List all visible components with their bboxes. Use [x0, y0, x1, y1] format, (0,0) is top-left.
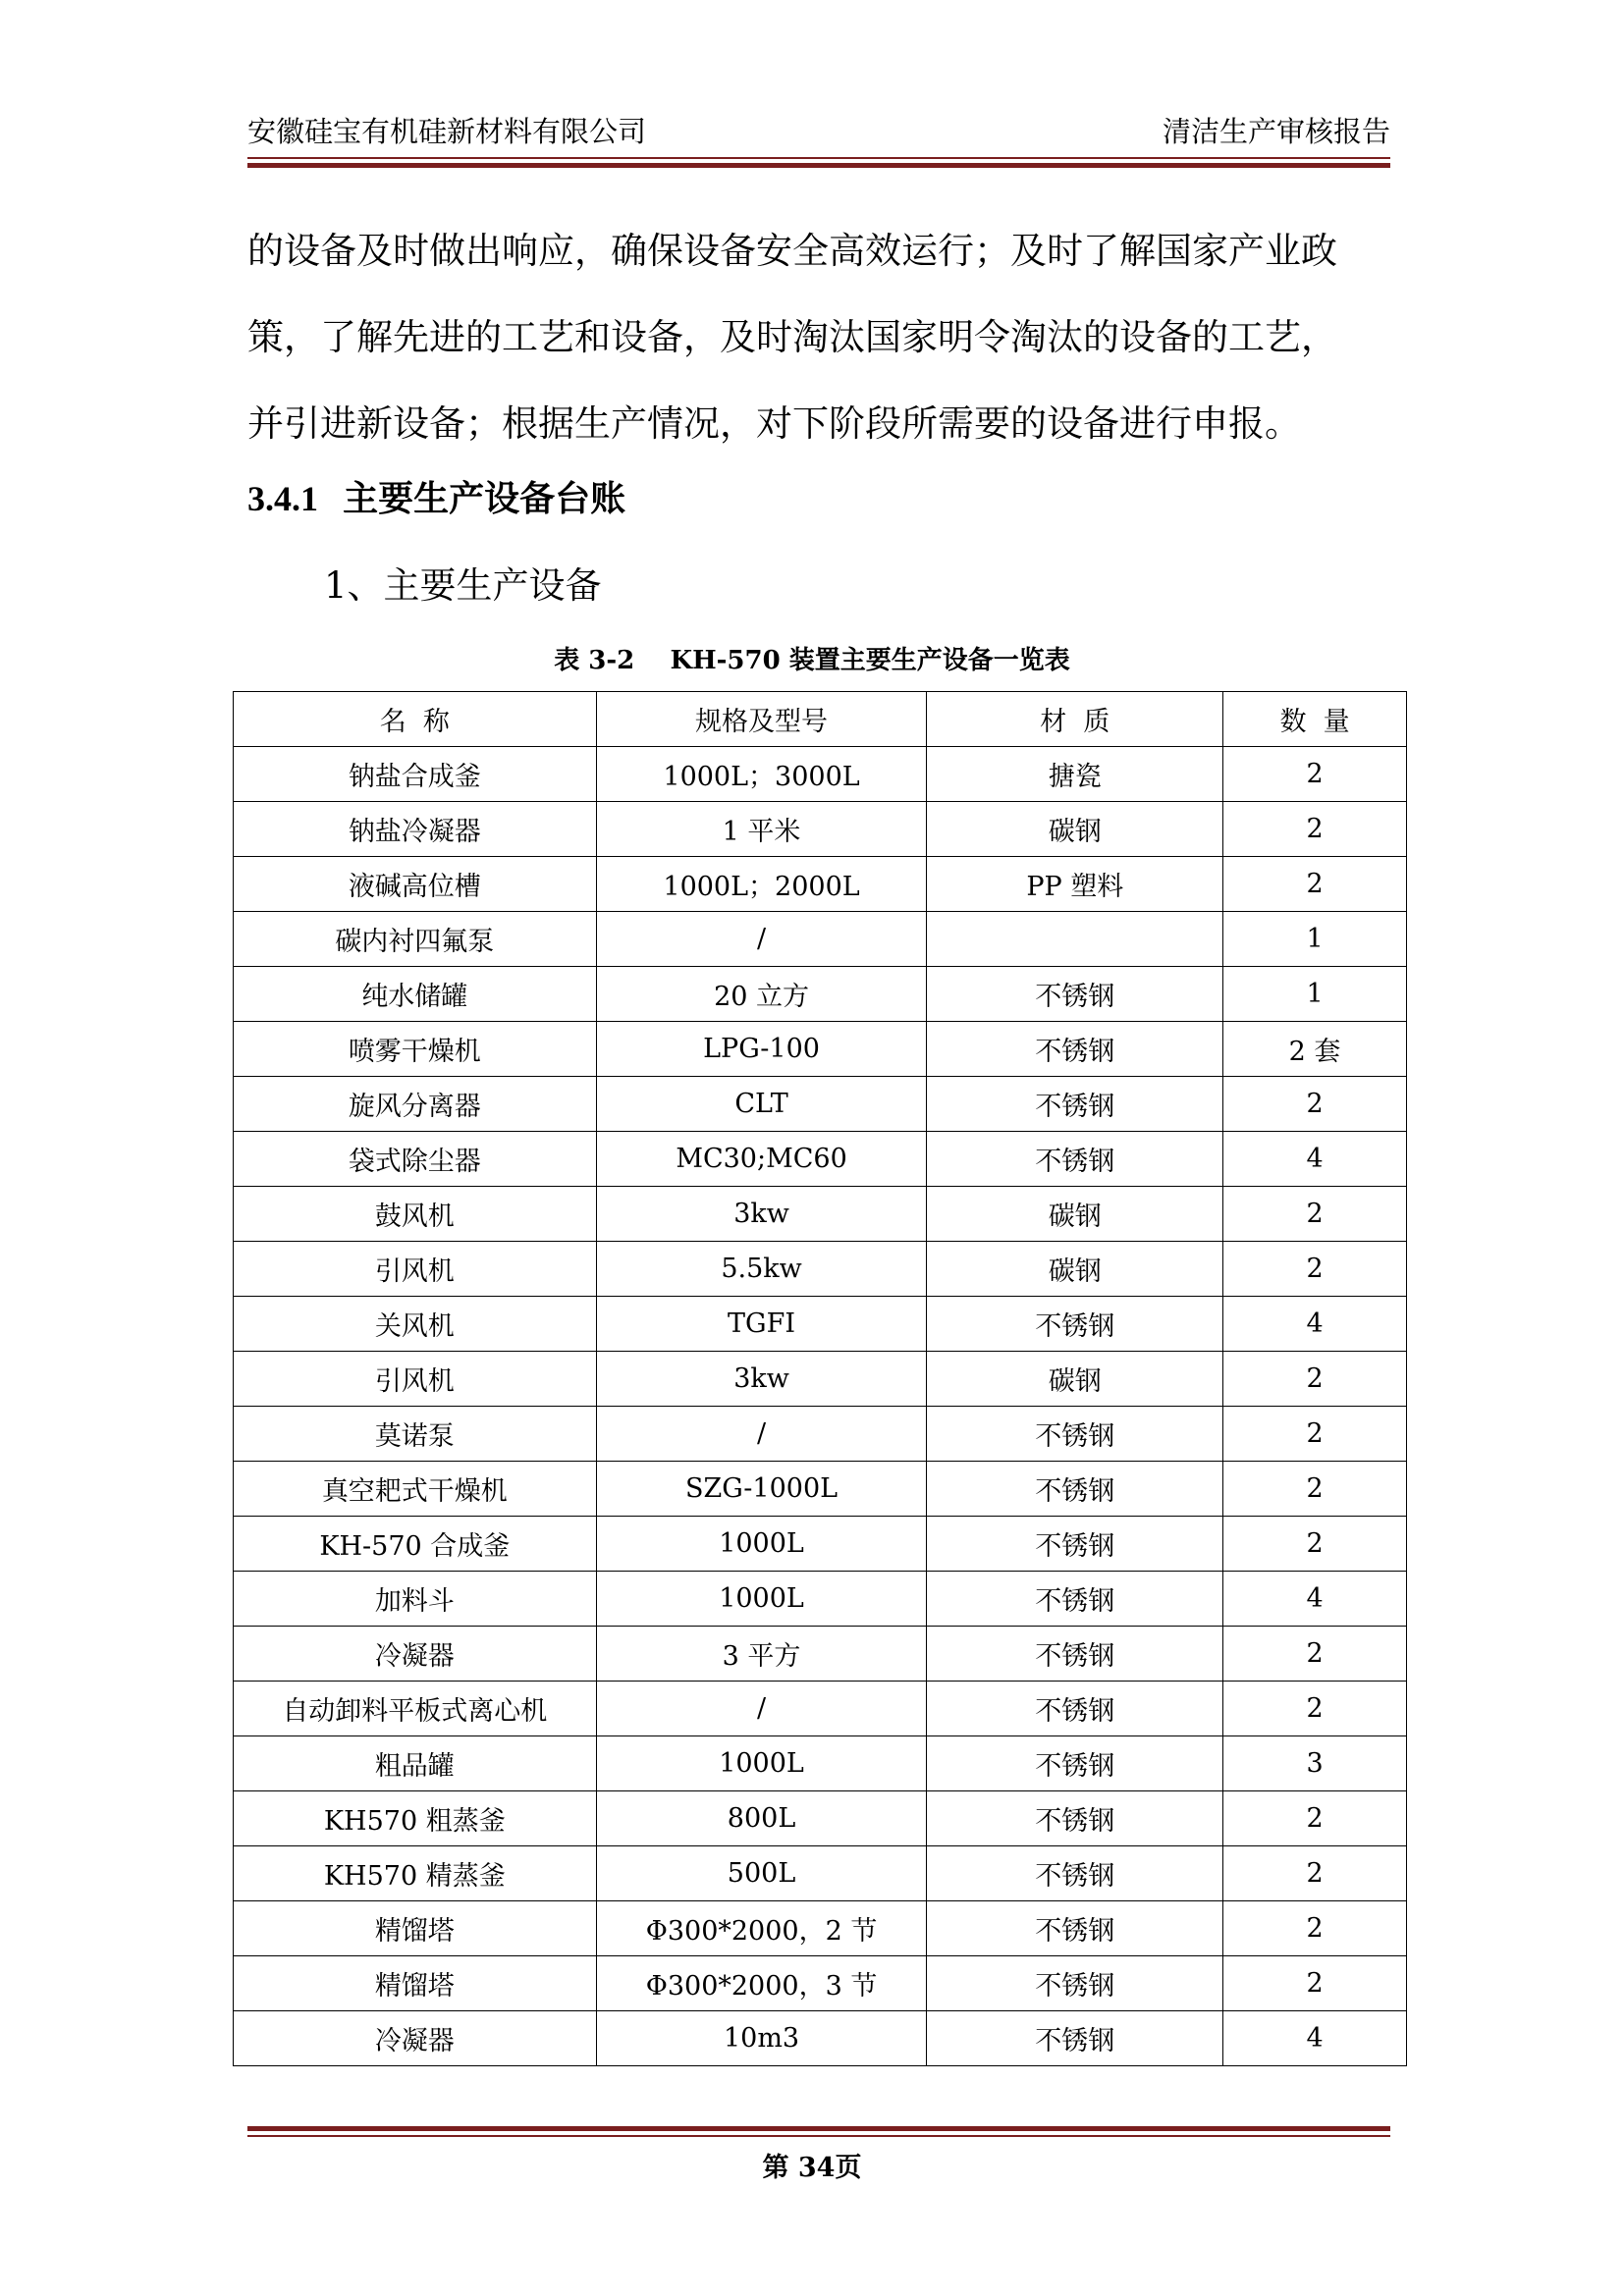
cell-material: PP 塑料 [927, 857, 1223, 912]
cell-spec: SZG-1000L [596, 1462, 927, 1517]
header-rule-thick [247, 163, 1390, 168]
report-title: 清洁生产审核报告 [1162, 115, 1390, 148]
cell-spec: 1000L [596, 1517, 927, 1572]
cell-name: 袋式除尘器 [234, 1132, 597, 1187]
cell-quantity: 4 [1223, 1572, 1407, 1627]
cell-material: 不锈钢 [927, 1901, 1223, 1956]
cell-material: 不锈钢 [927, 1132, 1223, 1187]
cell-material: 不锈钢 [927, 1407, 1223, 1462]
cell-material: 碳钢 [927, 1352, 1223, 1407]
cell-spec: 800L [596, 1791, 927, 1846]
cell-name: 引风机 [234, 1242, 597, 1297]
cell-name: KH-570 合成釜 [234, 1517, 597, 1572]
cell-spec: 1000L [596, 1572, 927, 1627]
cell-name: 引风机 [234, 1352, 597, 1407]
cell-material: 不锈钢 [927, 1736, 1223, 1791]
cell-quantity: 2 [1223, 1682, 1407, 1736]
cell-material: 不锈钢 [927, 1682, 1223, 1736]
section-heading [247, 471, 625, 521]
cell-name: 冷凝器 [234, 1627, 597, 1682]
cell-name: 精馏塔 [234, 1901, 597, 1956]
cell-name: 冷凝器 [234, 2011, 597, 2066]
table-header-row [234, 692, 1407, 747]
cell-spec: / [596, 912, 927, 967]
cell-material: 不锈钢 [927, 1572, 1223, 1627]
cell-name: 莫诺泵 [234, 1407, 597, 1462]
cell-material: 不锈钢 [927, 1077, 1223, 1132]
cell-spec: 3kw [596, 1187, 927, 1242]
cell-quantity: 2 [1223, 1956, 1407, 2011]
table-row [234, 1736, 1407, 1791]
cell-name: 液碱高位槽 [234, 857, 597, 912]
cell-material: 不锈钢 [927, 1517, 1223, 1572]
cell-quantity: 3 [1223, 1736, 1407, 1791]
cell-quantity: 2 [1223, 1462, 1407, 1517]
cell-material: 碳钢 [927, 1187, 1223, 1242]
paragraph-line: 并引进新设备；根据生产情况，对下阶段所需要的设备进行申报。 [247, 402, 1301, 445]
cell-quantity: 4 [1223, 1297, 1407, 1352]
footer-rule-thick [247, 2126, 1390, 2131]
cell-name: 喷雾干燥机 [234, 1022, 597, 1077]
column-header-material: 材 质 [927, 692, 1223, 747]
cell-spec: 1000L [596, 1736, 927, 1791]
table-row [234, 1022, 1407, 1077]
cell-spec: 20 立方 [596, 967, 927, 1022]
cell-material: 不锈钢 [927, 1462, 1223, 1517]
paragraph-line: 的设备及时做出响应，确保设备安全高效运行；及时了解国家产业政 [247, 230, 1337, 272]
cell-material: 不锈钢 [927, 1956, 1223, 2011]
cell-name: 旋风分离器 [234, 1077, 597, 1132]
table-row [234, 1462, 1407, 1517]
table-caption: 表 3-2 KH-570 装置主要生产设备一览表 [554, 646, 1070, 675]
cell-spec: 3kw [596, 1352, 927, 1407]
body-paragraph [247, 208, 1390, 467]
cell-material: 不锈钢 [927, 2011, 1223, 2066]
cell-quantity: 2 [1223, 747, 1407, 802]
table-row [234, 1791, 1407, 1846]
section-title: 主要生产设备台账 [343, 478, 626, 519]
cell-quantity: 2 [1223, 1901, 1407, 1956]
cell-name: 粗品罐 [234, 1736, 597, 1791]
cell-spec: 10m3 [596, 2011, 927, 2066]
cell-name: 碳内衬四氟泵 [234, 912, 597, 967]
cell-quantity: 1 [1223, 967, 1407, 1022]
cell-name: 钠盐合成釜 [234, 747, 597, 802]
cell-quantity: 2 [1223, 1407, 1407, 1462]
cell-spec: / [596, 1407, 927, 1462]
table-row [234, 1627, 1407, 1682]
table-row [234, 912, 1407, 967]
company-name: 安徽硅宝有机硅新材料有限公司 [247, 115, 647, 148]
cell-material: 碳钢 [927, 1242, 1223, 1297]
page-number: 第 34页 [762, 2153, 862, 2183]
cell-quantity: 2 套 [1223, 1022, 1407, 1077]
cell-name: 纯水储罐 [234, 967, 597, 1022]
cell-material: 不锈钢 [927, 967, 1223, 1022]
table-row [234, 2011, 1407, 2066]
paragraph-line: 策，了解先进的工艺和设备，及时淘汰国家明令淘汰的设备的工艺， [247, 316, 1337, 358]
cell-spec: TGFI [596, 1297, 927, 1352]
cell-quantity: 2 [1223, 802, 1407, 857]
cell-spec: LPG-100 [596, 1022, 927, 1077]
cell-material: 不锈钢 [927, 1627, 1223, 1682]
cell-material [927, 912, 1223, 967]
cell-quantity: 2 [1223, 1791, 1407, 1846]
cell-spec: 1000L；2000L [596, 857, 927, 912]
header-rule-thin [247, 157, 1390, 159]
cell-name: 钠盐冷凝器 [234, 802, 597, 857]
cell-material: 不锈钢 [927, 1846, 1223, 1901]
cell-material: 搪瓷 [927, 747, 1223, 802]
column-header-quantity: 数 量 [1223, 692, 1407, 747]
cell-spec: / [596, 1682, 927, 1736]
cell-spec: MC30;MC60 [596, 1132, 927, 1187]
cell-quantity: 2 [1223, 1187, 1407, 1242]
table-row [234, 1956, 1407, 2011]
cell-name: 加料斗 [234, 1572, 597, 1627]
cell-name: 关风机 [234, 1297, 597, 1352]
cell-quantity: 2 [1223, 1517, 1407, 1572]
table-row [234, 1846, 1407, 1901]
table-row [234, 1077, 1407, 1132]
table-row [234, 967, 1407, 1022]
cell-name: 鼓风机 [234, 1187, 597, 1242]
column-header-name: 名 称 [234, 692, 597, 747]
table-body [234, 747, 1407, 2066]
table-row [234, 747, 1407, 802]
cell-quantity: 2 [1223, 1242, 1407, 1297]
cell-spec: Φ300*2000，2 节 [596, 1901, 927, 1956]
cell-name: KH570 精蒸釜 [234, 1846, 597, 1901]
cell-spec: 1 平米 [596, 802, 927, 857]
cell-spec: 1000L；3000L [596, 747, 927, 802]
cell-quantity: 2 [1223, 1627, 1407, 1682]
cell-material: 碳钢 [927, 802, 1223, 857]
table-row [234, 802, 1407, 857]
cell-material: 不锈钢 [927, 1791, 1223, 1846]
cell-quantity: 2 [1223, 1846, 1407, 1901]
cell-quantity: 2 [1223, 1352, 1407, 1407]
cell-quantity: 2 [1223, 1077, 1407, 1132]
cell-spec: 500L [596, 1846, 927, 1901]
table-row [234, 1407, 1407, 1462]
cell-name: 真空耙式干燥机 [234, 1462, 597, 1517]
table-row [234, 1132, 1407, 1187]
cell-name: 精馏塔 [234, 1956, 597, 2011]
table-row [234, 1572, 1407, 1627]
table-row [234, 1517, 1407, 1572]
table-row [234, 1242, 1407, 1297]
cell-spec: Φ300*2000，3 节 [596, 1956, 927, 2011]
footer-rule-thin [247, 2135, 1390, 2137]
table-row [234, 1682, 1407, 1736]
table-row [234, 1187, 1407, 1242]
cell-spec: 3 平方 [596, 1627, 927, 1682]
cell-quantity: 4 [1223, 1132, 1407, 1187]
cell-material: 不锈钢 [927, 1022, 1223, 1077]
table-row [234, 1352, 1407, 1407]
subsection-heading: 1、主要生产设备 [324, 564, 602, 607]
equipment-table [233, 691, 1407, 2066]
cell-quantity: 4 [1223, 2011, 1407, 2066]
table-row [234, 1297, 1407, 1352]
column-header-spec: 规格及型号 [596, 692, 927, 747]
table-row [234, 857, 1407, 912]
cell-name: KH570 粗蒸釜 [234, 1791, 597, 1846]
page-header [247, 110, 1390, 149]
table-row [234, 1901, 1407, 1956]
cell-name: 自动卸料平板式离心机 [234, 1682, 597, 1736]
cell-quantity: 2 [1223, 857, 1407, 912]
section-number: 3.4.1 [247, 479, 318, 518]
cell-spec: 5.5kw [596, 1242, 927, 1297]
cell-spec: CLT [596, 1077, 927, 1132]
cell-quantity: 1 [1223, 912, 1407, 967]
cell-material: 不锈钢 [927, 1297, 1223, 1352]
